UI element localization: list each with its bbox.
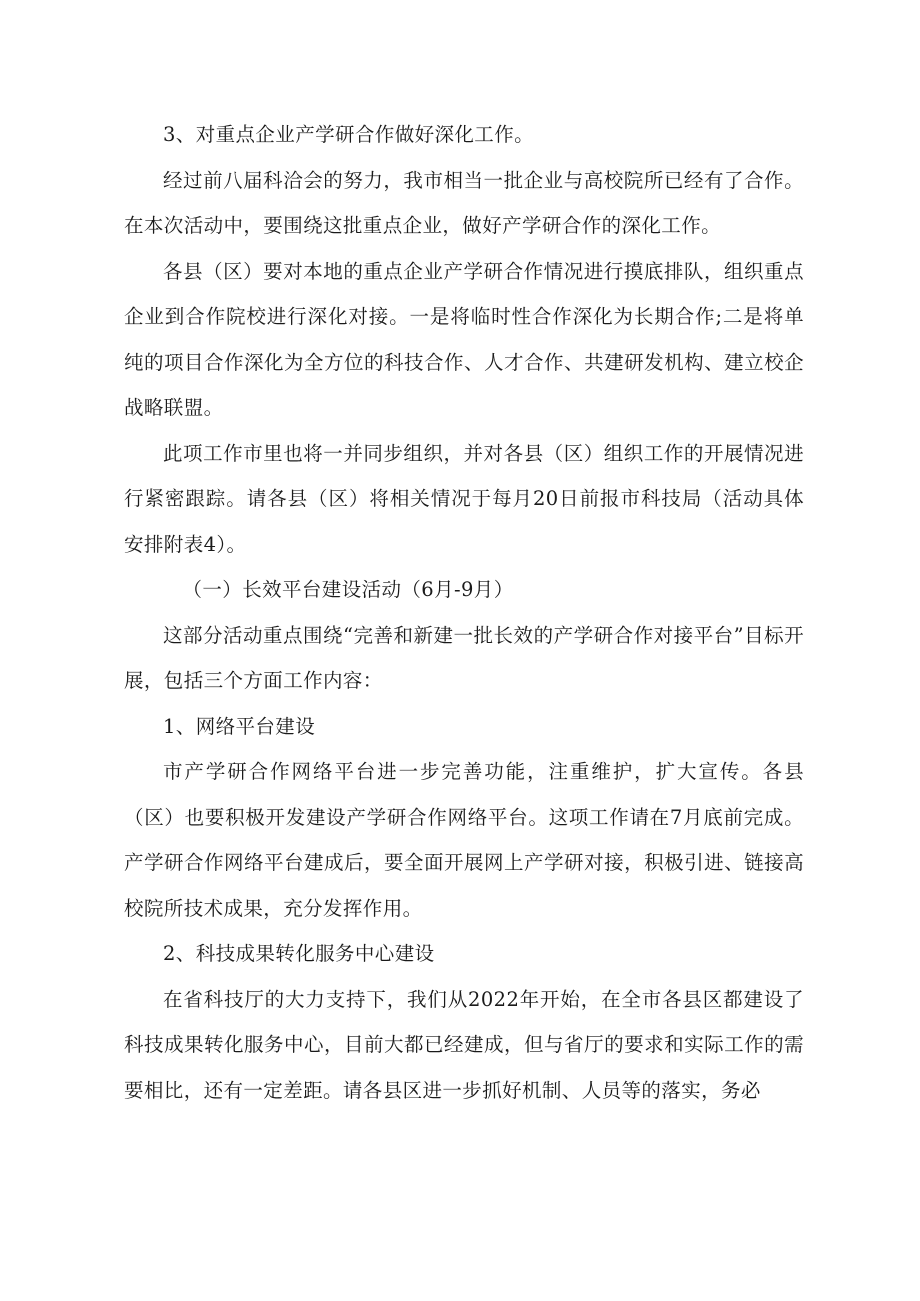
numbered-heading-3: 3、对重点企业产学研合作做好深化工作。 [163, 123, 535, 146]
document-body [124, 112, 804, 1113]
paragraph: 此项工作市里也将一并同步组织，并对各县（区）组织工作的开展情况进行紧密跟踪。请各县（区）将相关情况于每月20日前报市科技局（活动具体安排附表4）。 [124, 441, 804, 556]
numbered-heading-2: 2、科技成果转化服务中心建设 [163, 942, 435, 965]
paragraph: 各县（区）要对本地的重点企业产学研合作情况进行摸底排队，组织重点企业到合作院校进行深化对接。一是将临时性合作深化为长期合作;二是将单纯的项目合作深化为全方位的科技合作、人才合作、共建研发机构、建立校企战略联盟。 [124, 259, 804, 419]
paragraph: 经过前八届科洽会的努力，我市相当一批企业与高校院所已经有了合作。在本次活动中，要围绕这批重点企业，做好产学研合作的深化工作。 [124, 168, 804, 237]
paragraph: 这部分活动重点围绕“完善和新建一批长效的产学研合作对接平台”目标开展，包括三个方面工作内容： [124, 623, 804, 692]
numbered-heading-1: 1、网络平台建设 [163, 714, 316, 738]
paragraph: 市产学研合作网络平台进一步完善功能，注重维护，扩大宣传。各县（区）也要积极开发建设产学研合作网络平台。这项工作请在7月底前完成。产学研合作网络平台建成后，要全面开展网上产学研对接，积极引进、链接高校院所技术成果，充分发挥作用。 [124, 760, 804, 920]
paragraph: 在省科技厅的大力支持下，我们从2022年开始，在全市各县区都建设了科技成果转化服务中心，目前大都已经建成，但与省厅的要求和实际工作的需要相比，还有一定差距。请各县区进一步抓好机制、人员等的落实，务必 [124, 987, 804, 1102]
section-heading: （一）长效平台建设活动（6月-9月） [182, 578, 514, 601]
